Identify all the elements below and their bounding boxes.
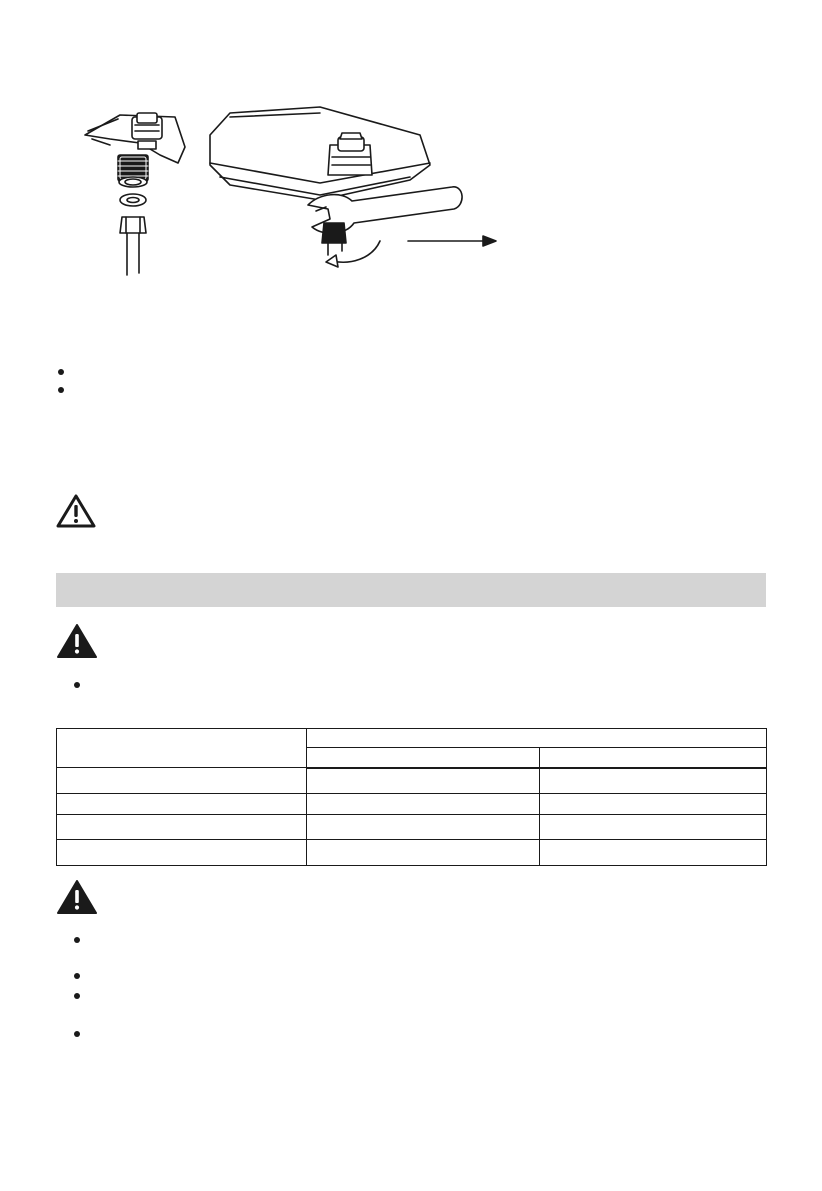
table-row [57,768,767,794]
table-header-cell [307,729,767,748]
table-cell [307,815,540,840]
table-row [57,794,767,815]
table-row [57,815,767,840]
warning-filled-icon [56,879,98,915]
table-cell [57,815,307,840]
table-cell [307,840,540,866]
table-cell [540,815,767,840]
bullet-dot [74,682,80,688]
pipe-fitting-icon [85,113,185,275]
table-cell [540,768,767,794]
table-cell [57,768,307,794]
table-subheader-cell [307,748,540,768]
section-header-bar [56,573,766,607]
table-header-cell [57,729,307,768]
table-row [57,840,767,866]
bullet-dot [74,1031,80,1037]
direction-arrow-icon [408,236,496,246]
bullet-dot [74,937,80,943]
caution-outline-icon [55,493,97,529]
table-cell [307,794,540,815]
table-cell [540,794,767,815]
table-subheader-cell [540,748,767,768]
rotation-arrow-icon [326,241,380,267]
warning-filled-icon [56,623,98,659]
table-cell [540,840,767,866]
spec-table [56,728,767,866]
installation-illustration [80,105,510,280]
bullet-dot [74,993,80,999]
table-cell [57,840,307,866]
bullet-dot [74,973,80,979]
wrench-on-valve-icon [210,107,462,255]
bullet-dot [58,369,64,375]
table-cell [307,768,540,794]
table-cell [57,794,307,815]
bullet-dot [58,387,64,393]
